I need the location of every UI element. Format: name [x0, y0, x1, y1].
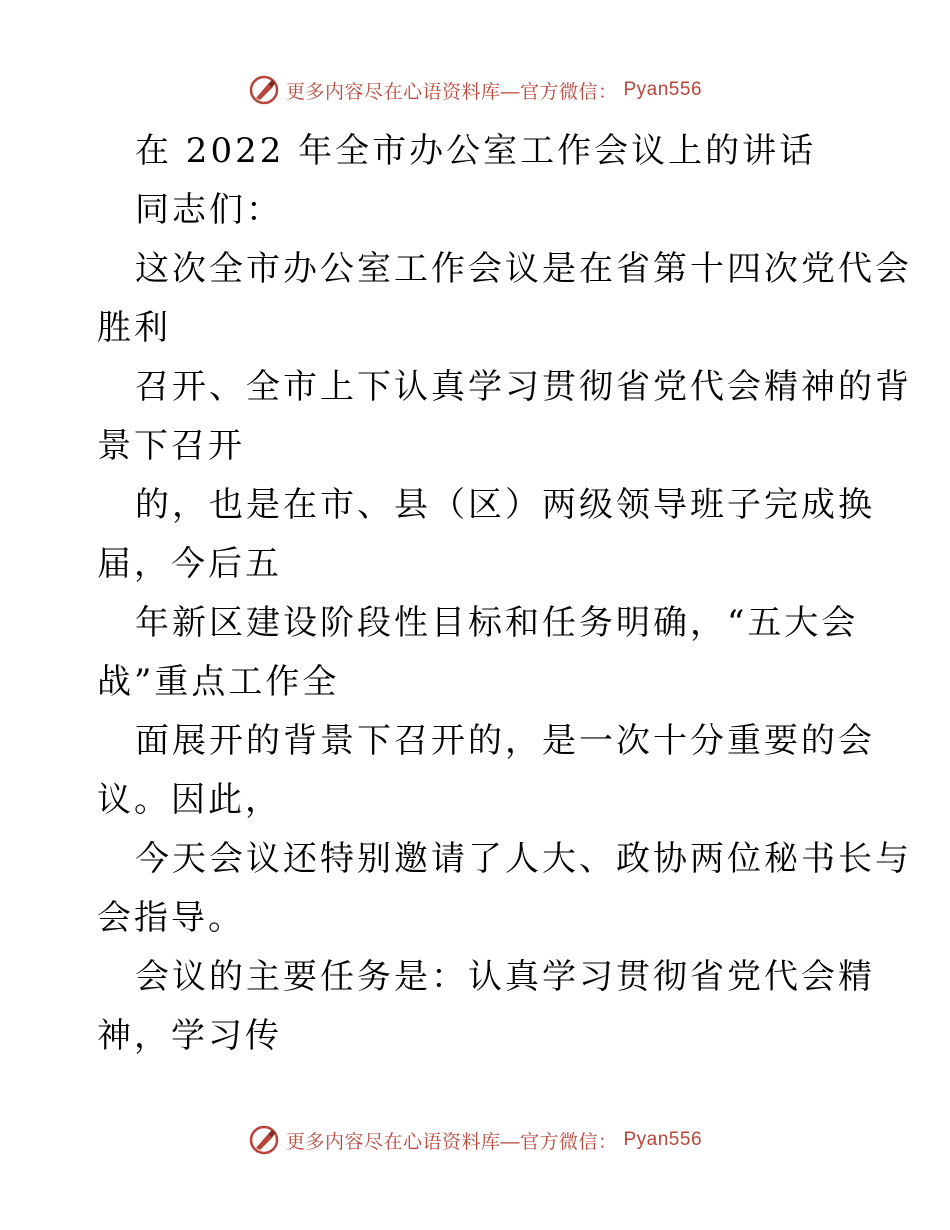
watermark-wechat-id: Pyan556 [623, 1129, 703, 1150]
document-title: 在 2022 年全市办公室工作会议上的讲话 [135, 131, 817, 171]
watermark-wechat-id: Pyan556 [623, 79, 703, 100]
body-line: 今天会议还特别邀请了人大、政协两位秘书长与 [135, 839, 912, 879]
pen-nib-logo-icon [248, 1124, 280, 1156]
watermark-text: 更多内容尽在心语资料库—官方微信： [285, 81, 618, 103]
document-body [97, 122, 912, 1066]
body-line: 神，学习传 [97, 1016, 282, 1056]
header-watermark [0, 74, 950, 106]
footer-watermark [0, 1124, 950, 1156]
pen-nib-logo-icon [248, 74, 280, 106]
body-line: 胜利 [97, 308, 171, 348]
body-line: 会指导。 [97, 898, 245, 938]
body-line: 会议的主要任务是：认真学习贯彻省党代会精 [135, 957, 875, 997]
body-line: 景下召开 [97, 426, 245, 466]
watermark-text: 更多内容尽在心语资料库—官方微信： [285, 1131, 618, 1153]
body-line: 面展开的背景下召开的，是一次十分重要的会 [135, 721, 875, 761]
body-line: 年新区建设阶段性目标和任务明确，“五大会 [135, 603, 859, 643]
body-line: 议。因此， [97, 780, 282, 820]
body-line: 战”重点工作全 [97, 662, 340, 702]
body-line: 届，今后五 [97, 544, 282, 584]
salutation: 同志们： [135, 190, 283, 230]
body-line: 召开、全市上下认真学习贯彻省党代会精神的背 [135, 367, 912, 407]
body-line: 这次全市办公室工作会议是在省第十四次党代会 [135, 249, 912, 289]
body-line: 的，也是在市、县（区）两级领导班子完成换 [135, 485, 875, 525]
